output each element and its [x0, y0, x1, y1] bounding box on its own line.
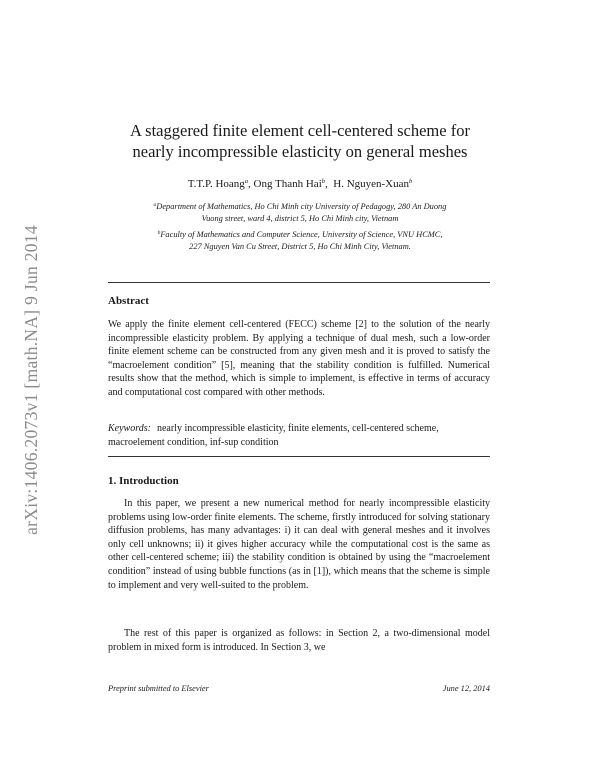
title-line-1: A staggered finite element cell-centered scheme for — [130, 121, 470, 140]
affiliation-line: Vuong street, ward 4, district 5, Ho Chi Minh city, Vietnam — [201, 214, 399, 223]
author-list: T.T.P. Hoang$^a$, Ong Thanh Hai$^b$, H. Nguyen-Xuan$^b$ — [187, 178, 413, 190]
introduction-paragraph: The rest of this paper is organized as follows: in Section 2, a two-dimensional model problem in mixed form is introduced. In Section 3, we — [108, 628, 490, 653]
paper-title — [100, 120, 500, 162]
affiliation-line: $^a$Department of Mathematics, Ho Chi Minh city University of Pedagogy, 280 An Duong — [153, 202, 447, 211]
keywords — [108, 422, 490, 449]
author-name: T.T.P. Hoang — [187, 178, 245, 190]
section-heading-introduction: 1. Introduction — [108, 475, 179, 487]
affiliation — [110, 229, 490, 253]
affiliation-line: $^b$Faculty of Mathematics and Computer Science, University of Science, VNU HCMC, — [157, 230, 443, 239]
affiliation — [110, 201, 490, 225]
abstract-bottom-rule — [108, 456, 490, 457]
title-line-2: nearly incompressible elasticity on general meshes — [132, 142, 468, 161]
author-affiliation-mark: a — [244, 178, 249, 185]
affiliation-mark: a — [153, 202, 157, 208]
affiliation-line: 227 Nguyen Van Cu Street, District 5, Ho Chi Minh City, Vietnam. — [189, 242, 411, 251]
abstract-body: We apply the finite element cell-centered (FECC) scheme [2] to the solution of the nearly incompressible elasticity problem. By applying a technique of dual mesh, such a low-order finite element scheme can be constructed from any given mesh and it is proved to satisfy the “macroelement condition” [5], meaning that the stability condition is fulfilled. Numerical results show that the method, which is simple to implement, is effective in terms of accuracy and computational cost compared with other methods. — [108, 319, 490, 398]
keywords-list: nearly incompressible elasticity, finite elements, cell-centered scheme, macroelement condition, inf-sup condition — [108, 423, 439, 448]
footer-preprint-note: Preprint submitted to Elsevier — [108, 684, 209, 693]
author-name: Ong Thanh Hai — [253, 178, 322, 190]
abstract-heading: Abstract — [108, 295, 149, 307]
abstract-top-rule — [108, 282, 490, 283]
affiliation-mark: b — [157, 230, 161, 236]
author-affiliation-mark: b — [321, 178, 325, 185]
footer-date: June 12, 2014 — [442, 684, 490, 693]
author-name: H. Nguyen-Xuan — [333, 178, 410, 190]
author-affiliation-mark: b — [409, 178, 413, 185]
keywords-label: Keywords: — [108, 423, 151, 434]
arxiv-identifier-stamp[interactable]: arXiv:1406.2073v1 [math.NA] 9 Jun 2014 — [21, 225, 41, 535]
introduction-paragraph: In this paper, we present a new numerical method for nearly incompressible elasticity problems using low-order finite elements. The scheme, firstly introduced for solving stationary diffusion problems, has many advantages: i) it can deal with general meshes and it involves only cell unknowns; ii) it gives higher accuracy while the computational cost is the same as other cell-centered scheme; iii) the stability condition is obtained by using the “macroelement condition” instead of using bubble functions (as in [1]), which means that the scheme is simple to implement and very well-suited to the problem. — [108, 498, 490, 591]
